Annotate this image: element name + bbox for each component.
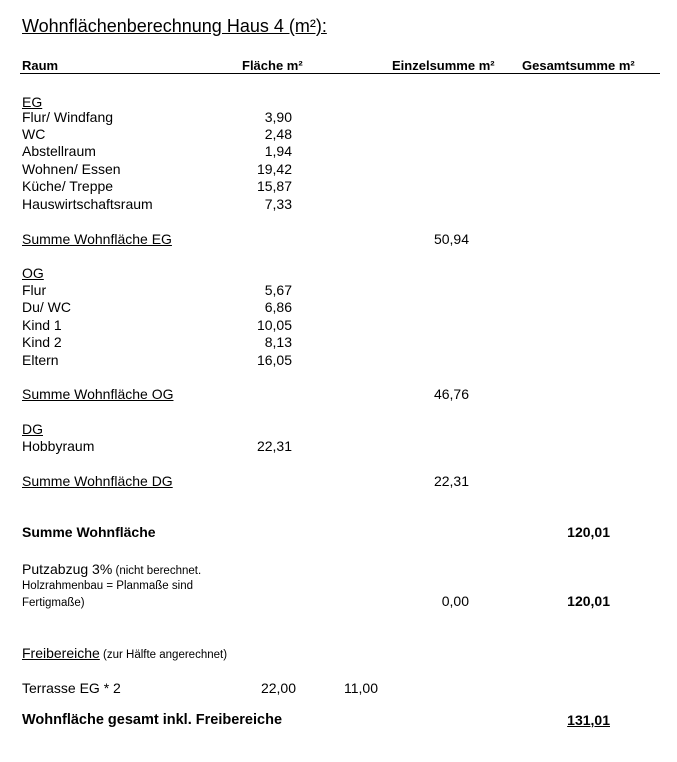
room-name: Küche/ Treppe — [22, 178, 114, 194]
sum-label-dg: Summe Wohnfläche DG — [22, 473, 173, 489]
sum-label-og: Summe Wohnfläche OG — [22, 386, 174, 402]
room-name: Abstellraum — [22, 143, 96, 159]
room-name: Hauswirtschaftsraum — [22, 196, 153, 212]
grand-total-value: 131,01 — [567, 712, 610, 728]
room-area: 8,13 — [264, 334, 292, 350]
putz-label-line1 — [22, 561, 201, 579]
room-name: WC — [22, 126, 46, 142]
room-name: Flur — [22, 282, 47, 298]
sum-label-eg: Summe Wohnfläche EG — [22, 231, 172, 247]
total-value: 120,01 — [567, 524, 610, 540]
putz-note-3: Fertigmaße) — [22, 597, 85, 609]
header-gesamtsumme: Gesamtsumme m² — [522, 58, 635, 73]
room-area: 22,31 — [256, 438, 292, 454]
room-area: 2,48 — [264, 126, 292, 142]
header-raum: Raum — [22, 58, 59, 73]
frei-item-area: 22,00 — [260, 680, 296, 696]
section-label-og: OG — [22, 265, 44, 281]
room-area: 10,05 — [256, 317, 292, 333]
putz-note-1: (nicht berechnet. — [112, 565, 202, 577]
frei-label-line — [22, 645, 227, 663]
putz-gesamt-value: 120,01 — [567, 593, 610, 609]
room-area: 7,33 — [264, 196, 292, 212]
total-label: Summe Wohnfläche — [22, 524, 156, 540]
room-area: 5,67 — [264, 282, 292, 298]
header-divider — [20, 73, 660, 74]
frei-item-half: 11,00 — [344, 680, 378, 696]
room-area: 1,94 — [264, 143, 292, 159]
putz-einzel-value: 0,00 — [441, 593, 469, 609]
room-area: 16,05 — [256, 352, 292, 368]
room-area: 19,42 — [256, 161, 292, 177]
sum-value-eg: 50,94 — [433, 231, 469, 247]
header-einzelsumme: Einzelsumme m² — [392, 58, 495, 73]
grand-total-label: Wohnfläche gesamt inkl. Freibereiche — [22, 712, 283, 728]
room-name: Hobbyraum — [22, 438, 95, 454]
room-name: Kind 1 — [22, 317, 62, 333]
sum-value-og: 46,76 — [433, 386, 469, 402]
putz-label-main: Putzabzug 3% — [22, 561, 113, 577]
section-label-eg: EG — [22, 94, 43, 110]
frei-item-name: Terrasse EG * 2 — [22, 680, 121, 696]
header-flaeche: Fläche m² — [242, 58, 303, 73]
room-area: 3,90 — [264, 109, 292, 125]
section-label-dg: DG — [22, 421, 43, 437]
room-area: 6,86 — [264, 299, 292, 315]
room-name: Du/ WC — [22, 299, 71, 315]
putz-note-2: Holzrahmenbau = Planmaße sind — [22, 580, 193, 592]
room-name: Eltern — [22, 352, 59, 368]
room-name: Flur/ Windfang — [22, 109, 114, 125]
page-title: Wohnflächenberechnung Haus 4 (m²): — [22, 16, 327, 36]
sum-value-dg: 22,31 — [433, 473, 469, 489]
frei-note: (zur Hälfte angerechnet) — [99, 649, 228, 661]
frei-label: Freibereiche — [22, 645, 100, 661]
room-name: Kind 2 — [22, 334, 62, 350]
room-name: Wohnen/ Essen — [22, 161, 121, 177]
room-area: 15,87 — [256, 178, 292, 194]
